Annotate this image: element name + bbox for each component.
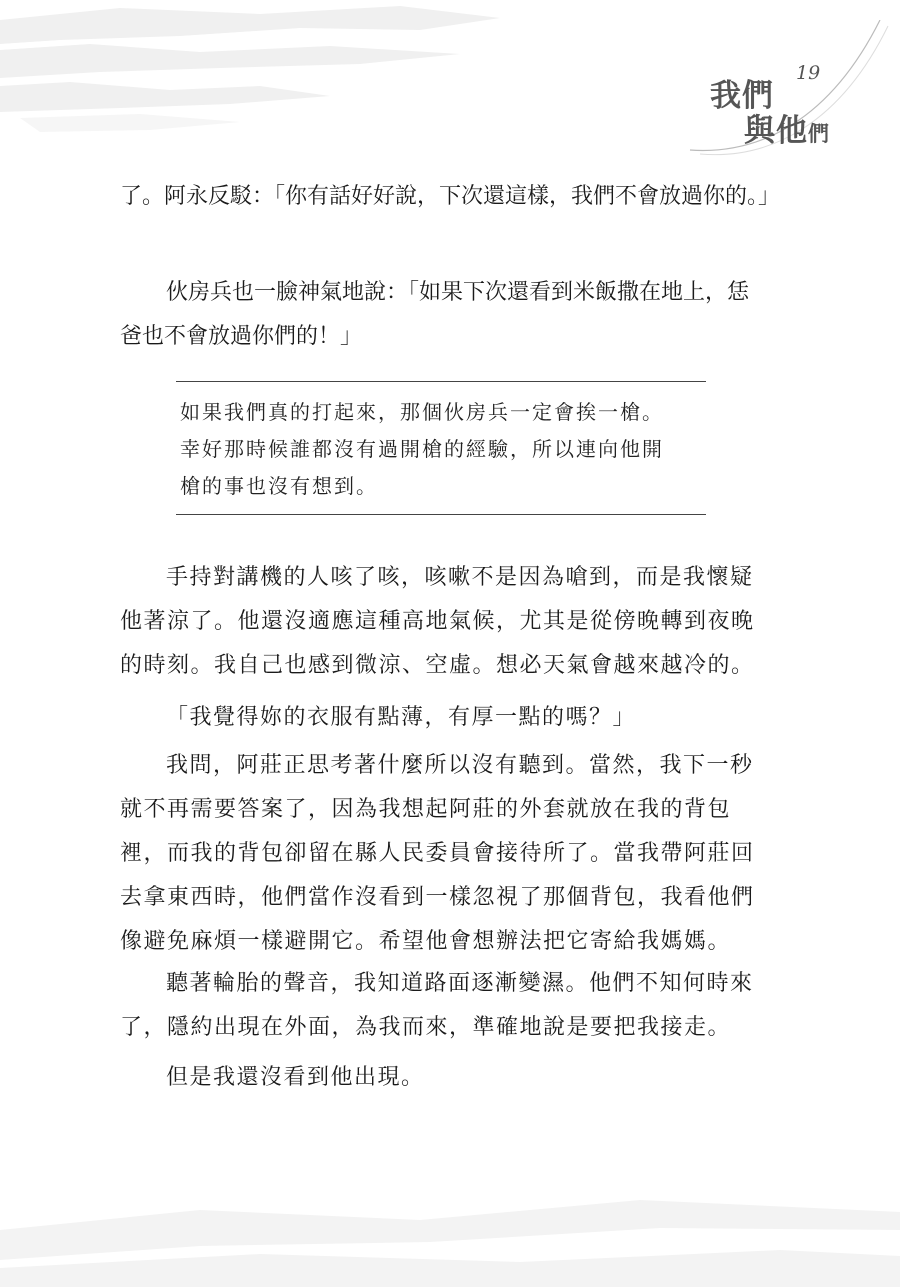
annotation-line-3: 槍的事也沒有想到。 [180,474,378,498]
annotation-line-1: 如果我們真的打起來，那個伙房兵一定會挨一槍。 [180,400,664,424]
running-header-title-line1: 我們 [710,78,774,114]
narrative-paragraph-3: 我問，阿莊正思考著什麼所以沒有聽到。當然，我下一秒就不再需要答案了，因為我想起阿莊的外套就放在我的背包裡，而我的背包卻留在縣人民委員會接待所了。當我帶阿莊回去拿東西時，他們當作沒看到一樣忽視了那個背包，我看他們像避免麻煩一樣避開它。希望他會想辦法把它寄給我媽媽。 [120,753,755,954]
annotation-line-2: 幸好那時候誰都沒有過開槍的經驗，所以連向他開 [180,437,664,461]
running-header-title-line2 [744,105,830,150]
narrative-paragraph-4: 聽著輪胎的聲音，我知道路面逐漸變濕。他們不知何時來了，隱約出現在外面，為我而來，準確地說是要把我接走。 [120,971,754,1040]
annotation-text [180,394,710,505]
running-header-title-line2-main: 與他 [744,113,808,149]
narrative-paragraph-1: 手持對講機的人咳了咳，咳嗽不是因為嗆到，而是我懷疑他著涼了。他還沒適應這種高地氣候，尤其是從傍晚轉到夜晚的時刻。我自己也感到微涼、空虛。想必天氣會越來越冷的。 [120,565,755,678]
page-number: 19 [796,62,821,84]
bottom-texture-decoration [0,1150,900,1287]
dialogue-paragraph-2: 伙房兵也一臉神氣地說：「如果下次還看到米飯撒在地上，恁爸也不會放過你們的！」 [120,280,750,349]
narrative-paragraph-5: 但是我還沒看到他出現。 [166,1065,425,1090]
dialogue-paragraph-1: 了。阿永反駁：「你有話好好說，下次還這樣，我們不會放過你的。」 [120,184,781,209]
brush-texture-decoration [0,0,520,140]
running-header-title-line2-small: 們 [808,121,830,146]
narrative-paragraph-2: 「我覺得妳的衣服有點薄，有厚一點的嗎？」 [166,705,637,730]
